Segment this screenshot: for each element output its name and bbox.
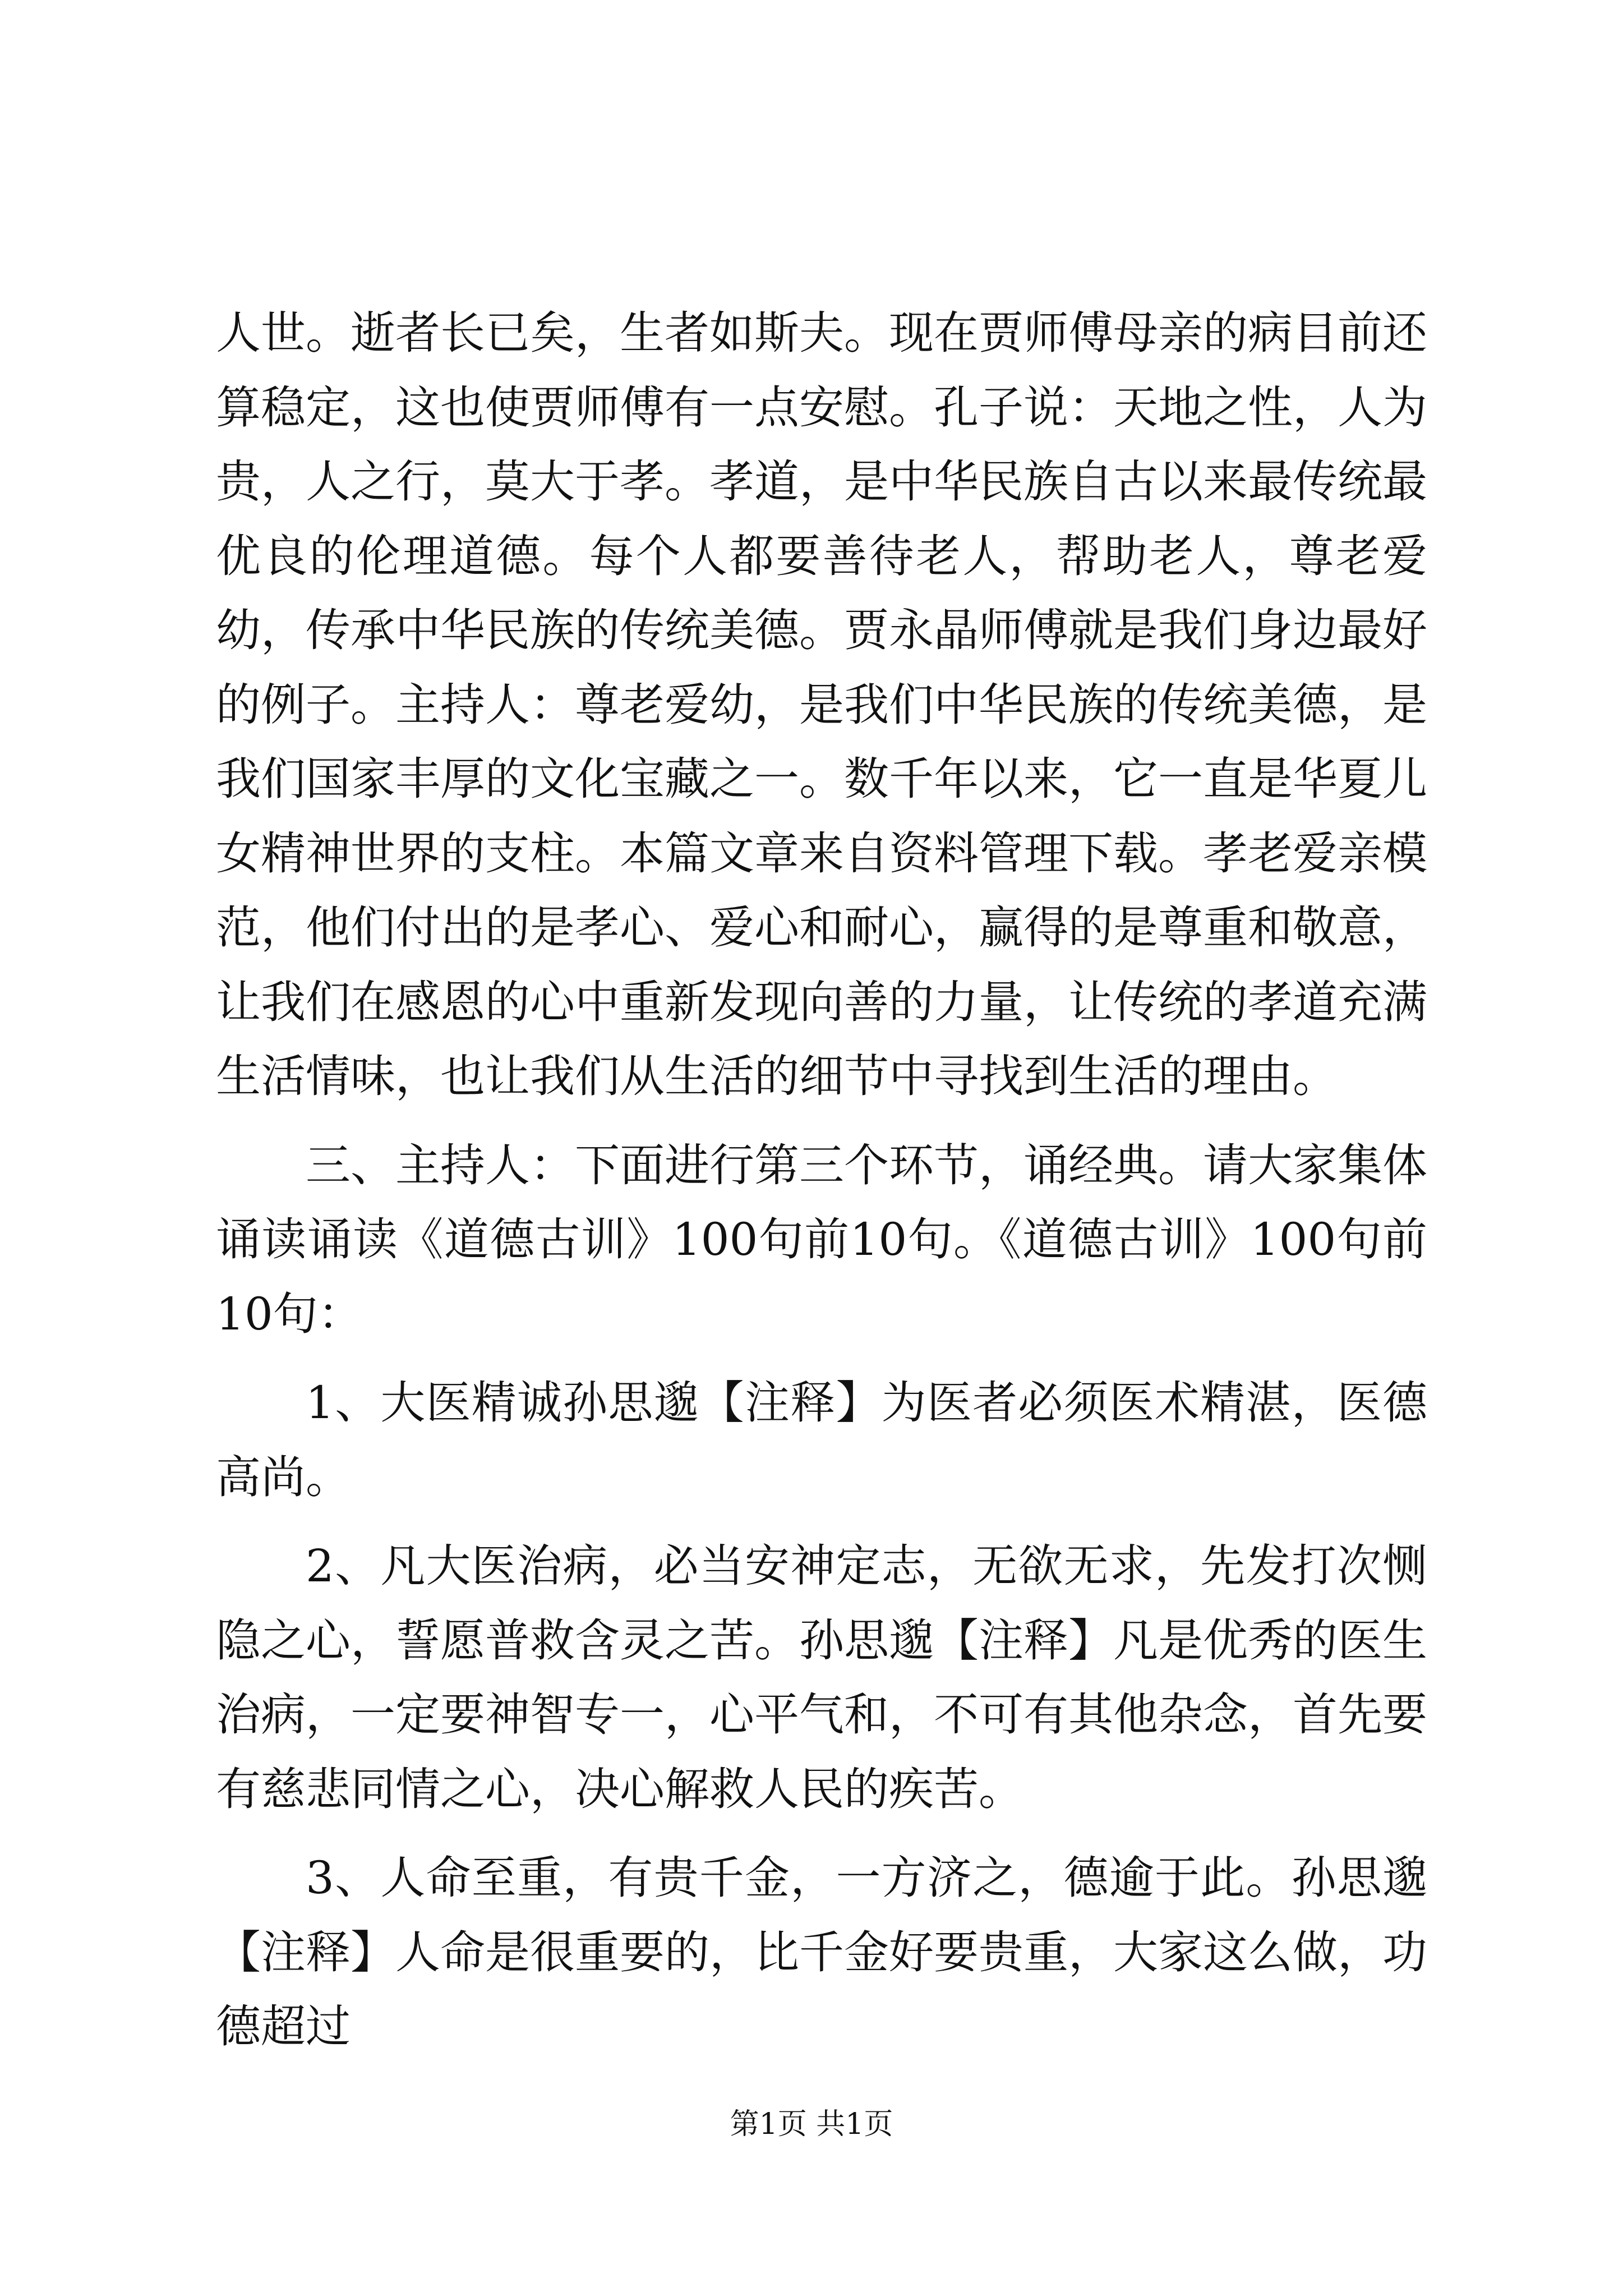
page-footer: 第1页 共1页 [730,2108,893,2141]
paragraph-1: 人世。逝者长已矣，生者如斯夫。现在贾师傅母亲的病目前还算稳定，这也使贾师傅有一点安慰。孔子说：天地之性，人为贵，人之行，莫大于孝。孝道，是中华民族自古以来最传统最优良的伦理道德。每个人都要善待老人，帮助老人，尊老爱幼，传承中华民族的传统美德。贾永晶师傅就是我们身边最好的例子。主持人：尊老爱幼，是我们中华民族的传统美德，是我们国家丰厚的文化宝藏之一。数千年以来，它一直是华夏儿女精神世界的支柱。本篇文章来自资料管理下载。孝老爱亲模范，他们付出的是孝心、爱心和耐心，赢得的是尊重和敬意，让我们在感恩的心中重新发现向善的力量，让传统的孝道充满生活情味，也让我们从生活的细节中寻找到生活的理由。 [216,307,1427,1102]
paragraph-5: 3、人命至重，有贵千金，一方济之，德逾于此。孙思邈【注释】人命是很重要的，比千金好要贵重，大家这么做，功德超过 [216,1852,1427,2053]
document-body [216,296,1427,2079]
paragraph-2: 三、主持人：下面进行第三个环节，诵经典。请大家集体诵读诵读《道德古训》100句前10句。《道德古训》100句前10句： [216,1139,1427,1340]
paragraph-3: 1、大医精诚孙思邈【注释】为医者必须医术精湛，医德高尚。 [216,1377,1427,1503]
paragraph-4: 2、凡大医治病，必当安神定志，无欲无求，先发打次恻隐之心，誓愿普救含灵之苦。孙思邈【注释】凡是优秀的医生治病，一定要神智专一，心平气和，不可有其他杂念，首先要有慈悲同情之心，决心解救人民的疾苦。 [216,1540,1427,1815]
